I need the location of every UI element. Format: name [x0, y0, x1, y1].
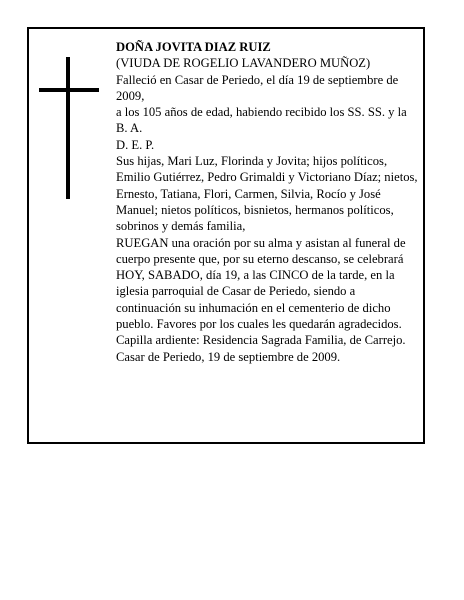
family-paragraph: Sus hijas, Mari Luz, Florinda y Jovita; hijos políticos, Emilio Gutiérrez, Pedro Grimaldi y Victoriano Díaz; nietos, Ernesto, Tatiana, Flori, Carmen, Silvia, Rocío y José Manuel; nietos políticos, bisnietos, hermanos políticos, sobrinos y demás familia,: [116, 154, 418, 234]
cross-icon: [39, 57, 99, 199]
obituary-text: [116, 39, 421, 365]
cross-vertical-bar: [66, 57, 70, 199]
obituary-notice: [27, 27, 425, 444]
age-line: a los 105 años de edad, habiendo recibido los SS. SS. y la B. A.: [116, 105, 407, 136]
rip-line: D. E. P.: [116, 137, 155, 152]
widow-of-line: (VIUDA DE ROGELIO LAVANDERO MUÑOZ): [116, 56, 371, 71]
place-date-line: Casar de Periedo, 19 de septiembre de 2009.: [116, 349, 341, 364]
death-line: Falleció en Casar de Periedo, el día 19 de septiembre de 2009,: [116, 72, 399, 103]
cross-horizontal-bar: [39, 88, 99, 92]
deceased-name: DOÑA JOVITA DIAZ RUIZ: [116, 40, 271, 54]
request-paragraph: RUEGAN una oración por su alma y asistan al funeral de cuerpo presente que, por su eterno descanso, se celebrará HOY, SABADO, día 19, a las CINCO de la tarde, en la iglesia parroquial de Casar de Periedo, siendo a continuación su inhumación en el cementerio de dicho pueblo. Favores por los cuales les quedarán agradecidos. Capilla ardiente: Residencia Sagrada Familia, de Carrejo.: [116, 235, 406, 348]
